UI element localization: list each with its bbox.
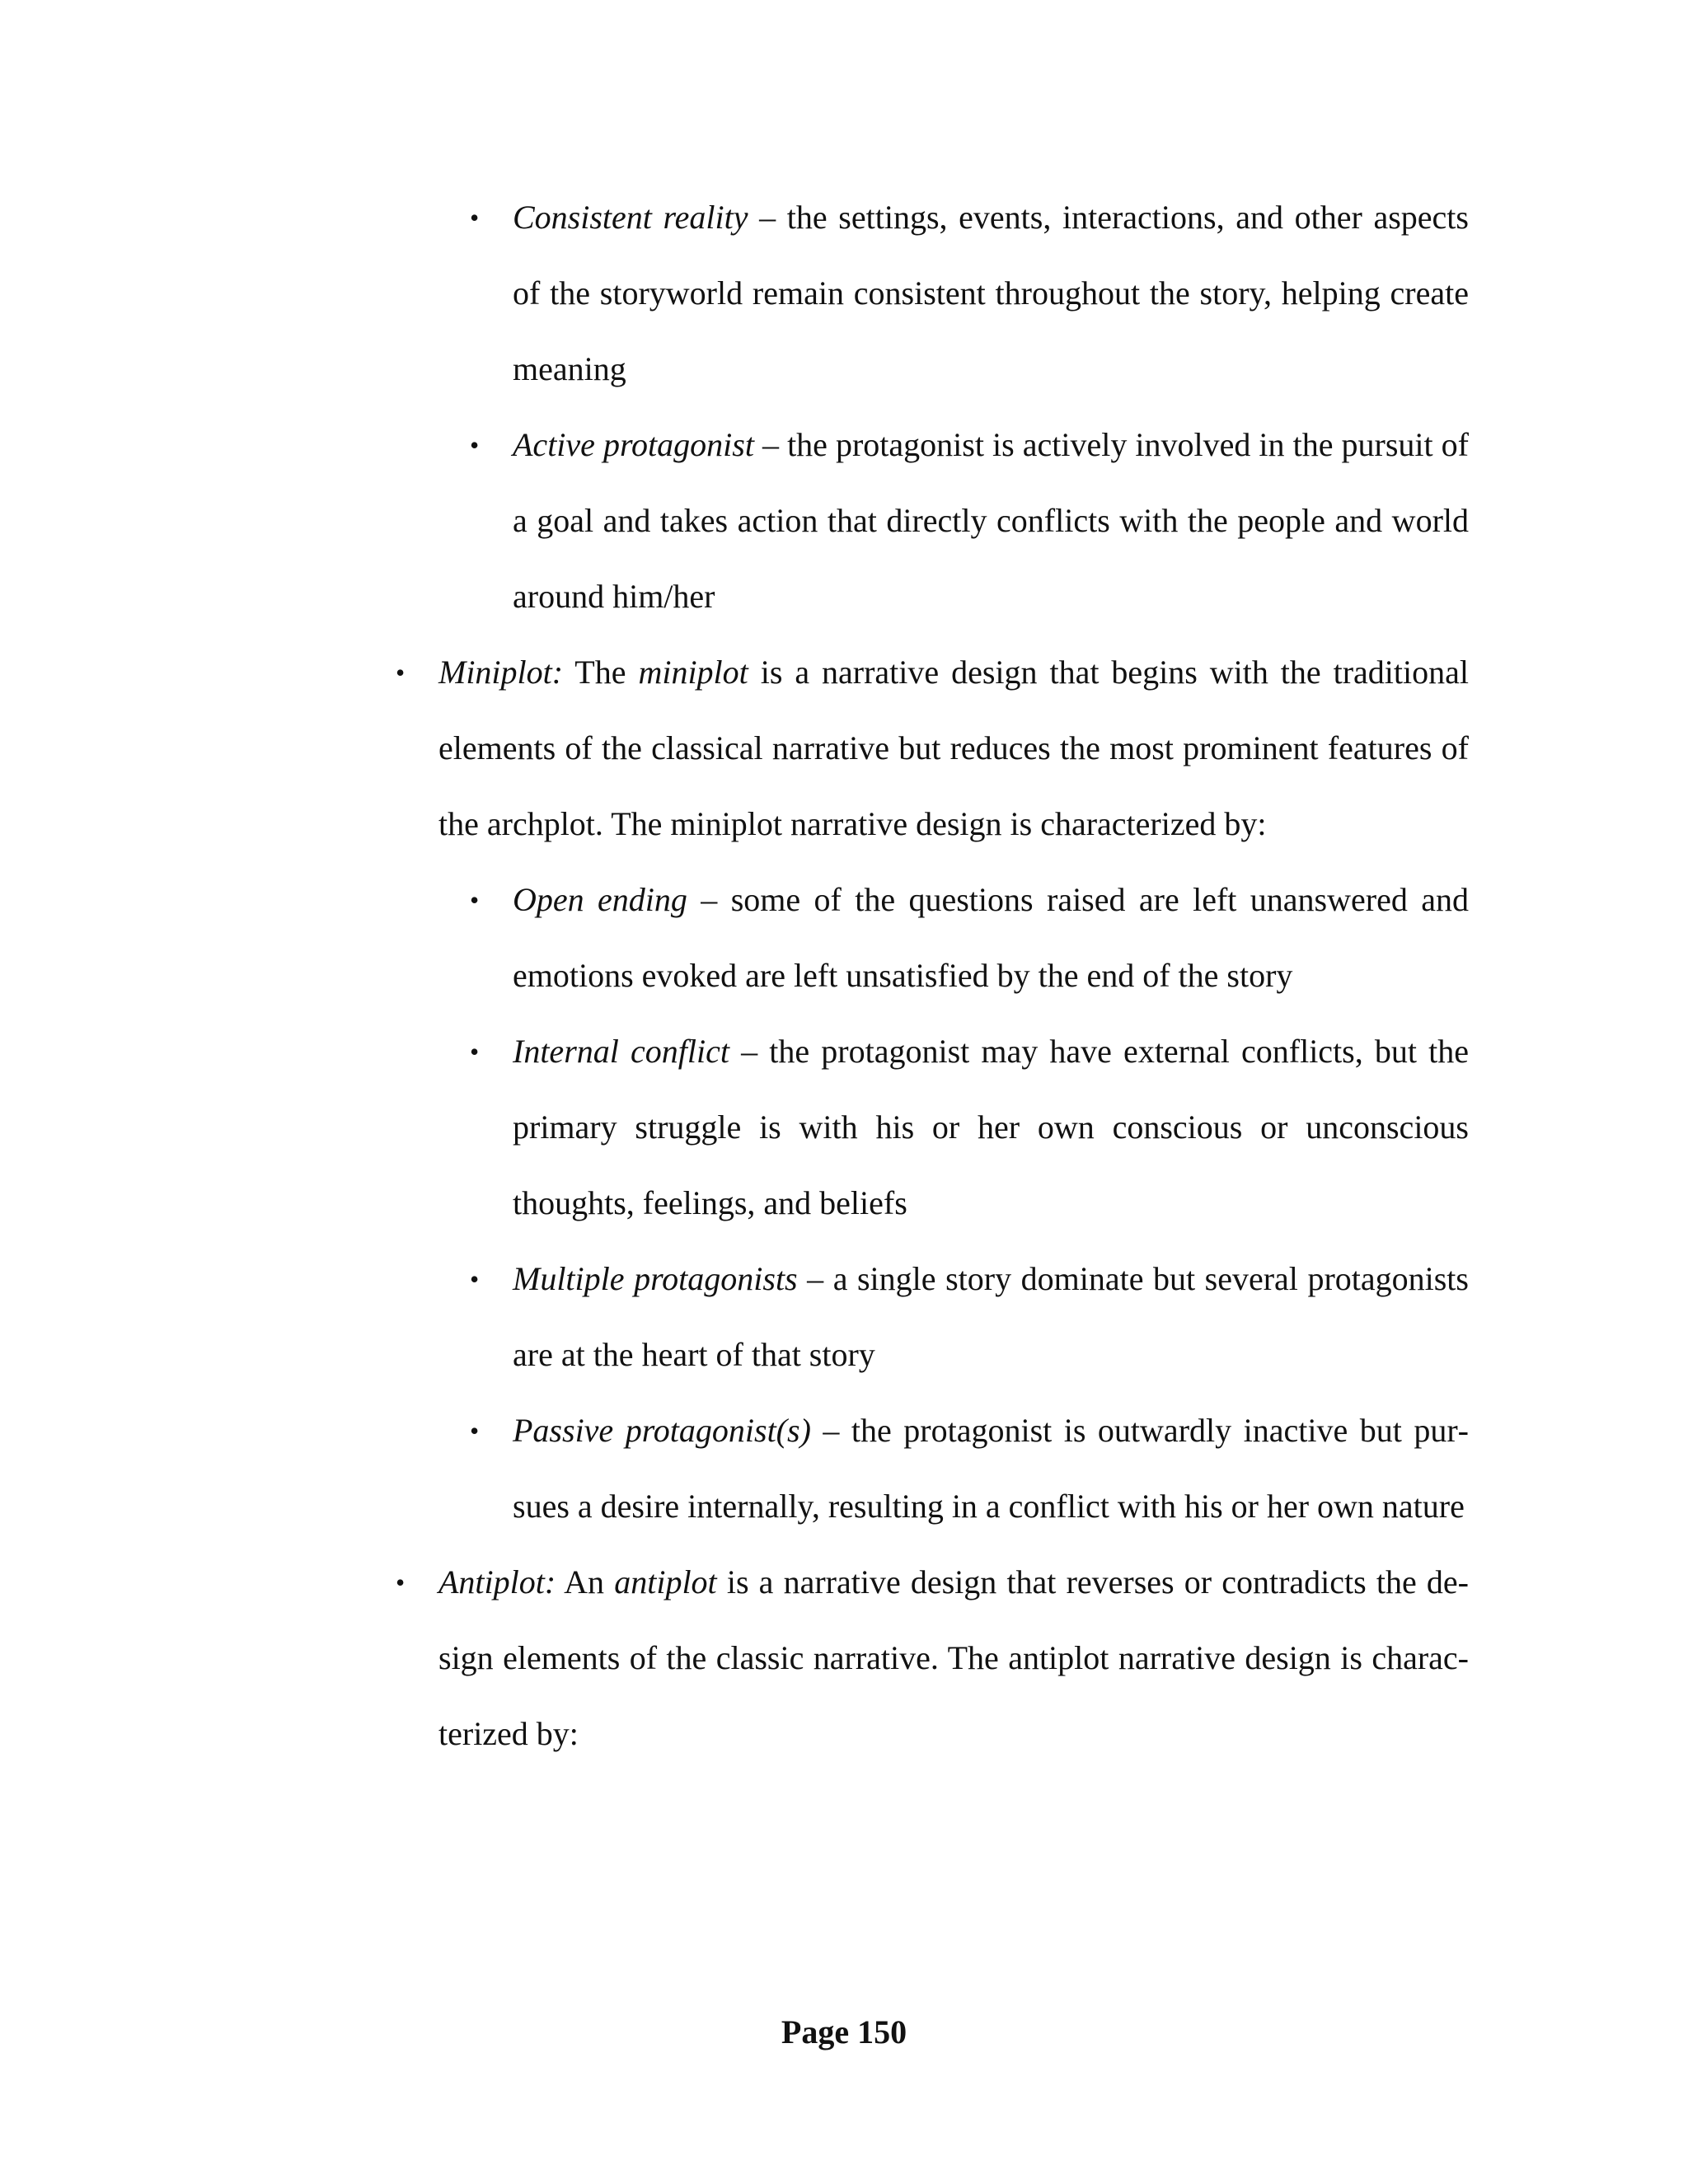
list-item-passive-protagonists	[470, 1393, 1469, 1544]
term-miniplot: Miniplot:	[438, 654, 564, 691]
description-passive-protagonists: – the protagonist is outwardly inactive but pursues a desire internally, resulting in a conflict with his or her own nature	[513, 1412, 1469, 1525]
term-consistent-reality: Consistent reality	[513, 199, 748, 236]
term-active-protagonist: Active protagonist	[513, 426, 754, 463]
list-item-internal-conflict	[470, 1014, 1470, 1241]
term-antiplot-inline: antiplot	[614, 1563, 717, 1601]
bullet-icon: •	[470, 203, 480, 232]
term-open-ending: Open ending	[513, 881, 687, 918]
bullet-icon: •	[470, 430, 480, 460]
bullet-icon: •	[470, 885, 480, 915]
term-internal-conflict: Internal conflict	[513, 1033, 729, 1070]
miniplot-text-a: The	[563, 654, 639, 691]
description-internal-conflict: – the protagonist may have external conflicts, but the primary struggle is with his or her own conscious or unconscious thoughts, feelings, and beliefs	[513, 1033, 1470, 1221]
bullet-icon: •	[470, 1416, 480, 1446]
bullet-icon: •	[470, 1264, 480, 1294]
description-antiplot: is a narrative design that reverses or contradicts the design elements of the classic narrative. The antiplot narrative design is characterized by:	[438, 1563, 1469, 1752]
description-open-ending: – some of the questions raised are left unanswered and emotions evoked are left unsatisfied by the end of the story	[513, 881, 1469, 994]
description-miniplot: is a narrative design that begins with the traditional elements of the classical narrative but reduces the most prominent features of the archplot. The miniplot narrative design is characterized by:	[438, 654, 1469, 842]
list-item-miniplot	[396, 635, 1469, 862]
term-miniplot-inline: miniplot	[638, 654, 748, 691]
list-item-open-ending	[470, 862, 1469, 1014]
list-item-antiplot	[396, 1544, 1469, 1772]
bullet-icon: •	[470, 1037, 480, 1066]
description-active-protagonist: – the protagonist is actively involved in the pursuit of a goal and takes action that directly conflicts with the people and world around him/her	[513, 426, 1469, 615]
description-multiple-protagonists: – a single story dominate but several protagonists are at the heart of that story	[513, 1260, 1469, 1373]
term-passive-protagonists: Passive protagonist(s)	[513, 1412, 811, 1449]
list-item-active-protagonist	[470, 407, 1469, 635]
term-multiple-protagonists: Multiple protagonists	[513, 1260, 798, 1297]
page-number: Page 150	[781, 2013, 907, 2050]
term-antiplot: Antiplot:	[438, 1563, 556, 1601]
list-item-consistent-reality	[470, 180, 1469, 407]
bullet-icon: •	[396, 658, 406, 687]
list-item-multiple-protagonists	[470, 1241, 1469, 1393]
description-consistent-reality: – the settings, events, interactions, and other aspects of the storyworld remain consistent throughout the story, helping create meaning	[513, 199, 1469, 387]
bullet-icon: •	[396, 1568, 406, 1597]
antiplot-text-a: An	[556, 1563, 615, 1601]
